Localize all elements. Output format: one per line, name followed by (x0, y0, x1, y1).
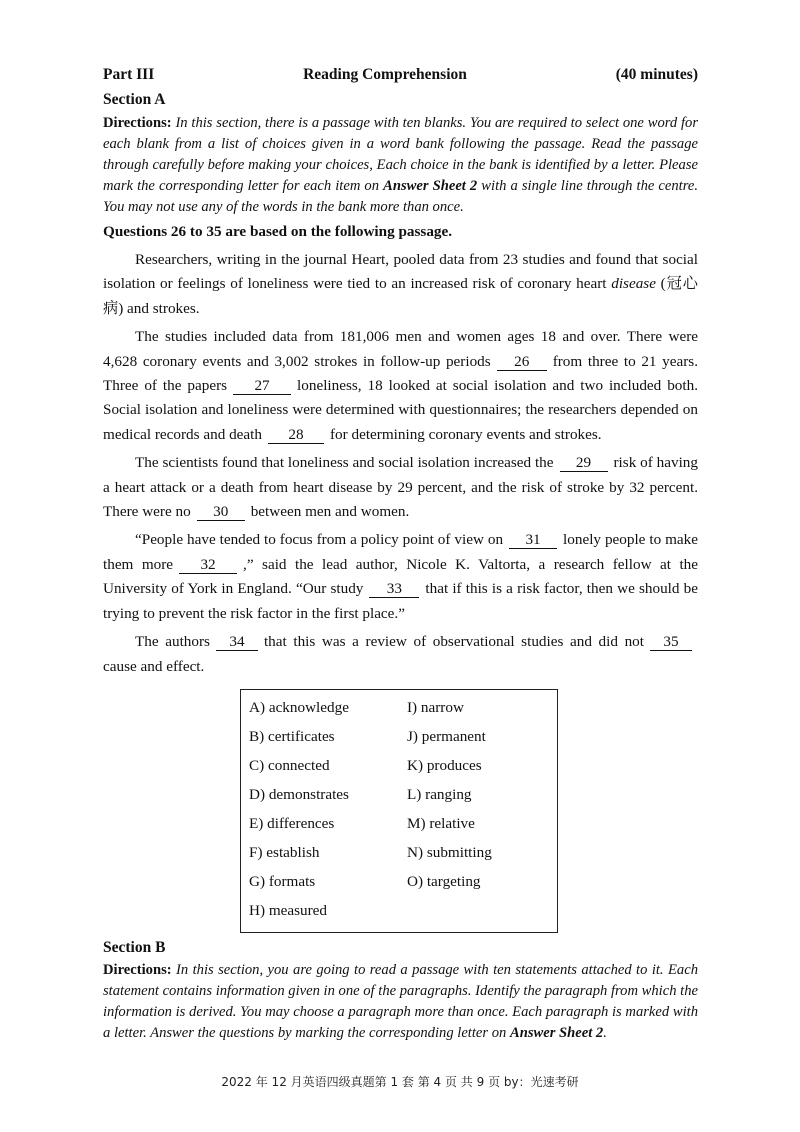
page-footer: 2022 年 12 月英语四级真题第 1 套 第 4 页 共 9 页 by：光速考研 (221, 1075, 579, 1089)
word-option: N) submitting (407, 844, 492, 862)
p1-disease: disease (611, 275, 656, 293)
word-option: F) establish (249, 844, 320, 862)
p3-text-c: between men and women. (250, 503, 410, 521)
section-a-title: Section A (103, 91, 166, 108)
blank-34: 34 (216, 633, 258, 651)
word-bank-row (249, 810, 557, 839)
word-option: L) ranging (407, 786, 472, 804)
p5-text-a: The authors (135, 633, 210, 651)
p2-text-b: from three to 21 years. Three of the papers (103, 352, 698, 395)
questions-heading: Questions 26 to 35 are based on the following passage. (103, 223, 453, 240)
blank-33: 33 (369, 580, 419, 598)
word-option: G) formats (249, 873, 316, 891)
p5-text-c: cause and effect. (103, 657, 205, 675)
word-option: M) relative (407, 815, 475, 833)
blank-35: 35 (650, 633, 692, 651)
answer-sheet-ref: Answer Sheet 2 (383, 178, 478, 194)
answer-sheet-ref: Answer Sheet 2 (509, 1024, 604, 1041)
p4-text-b: lonely people to make them more (103, 531, 698, 573)
word-option: A) acknowledge (249, 699, 349, 717)
word-bank-row (249, 839, 557, 868)
word-bank-row (249, 897, 557, 926)
directions-text-1: In this section, there is a passage with ten blanks. You are required to select one word for each blank from a list of choices given in a word bank following the passage. Read the passage through carefully before making your choices, Each choice in the bank is identified by a letter. Please mark the corresponding letter for each item on (103, 115, 698, 194)
word-bank-row (249, 781, 557, 810)
passage-paragraph-3 (103, 451, 698, 524)
blank-29: 29 (560, 454, 608, 472)
directions-label: Directions: (103, 961, 172, 978)
word-bank-row (249, 723, 557, 752)
p1-text: Researchers, writing in the journal Heart, pooled data from 23 studies and found that social isolation or feelings of loneliness were tied to an increased risk of coronary heart (103, 251, 698, 293)
word-option: C) connected (249, 757, 330, 775)
blank-27: 27 (233, 377, 291, 395)
section-b-directions (103, 960, 698, 1044)
p3-text-b: risk of having a heart attack or a death from heart disease by 29 percent, and the risk of stroke by 32 percent. There were no (103, 454, 698, 521)
part-label: Part III (103, 66, 155, 83)
part-header (103, 62, 698, 88)
directions-text: In this section, you are going to read a passage with ten statements attached to it. Each statement contains information given in one of the paragraphs. Identify the paragraph from which the information is derived. You may choose a paragraph more than once. Each paragraph is marked with a letter. Answer the questions by marking the corresponding letter on (103, 961, 698, 1041)
p4-text-a: “People have tended to focus from a policy point of view on (135, 531, 504, 549)
passage-paragraph-4 (103, 528, 698, 626)
blank-31: 31 (509, 531, 557, 549)
passage-paragraph-5 (103, 630, 698, 679)
word-option: B) certificates (249, 728, 335, 746)
p3-text-a: The scientists found that loneliness and social isolation increased the (135, 454, 554, 472)
blank-32: 32 (179, 556, 237, 574)
p2-text-a: The studies included data from 181,006 men and women ages 18 and over. There were 4,628 coronary events and 3,002 strokes in follow-up periods (103, 328, 698, 370)
section-b-title: Section B (103, 938, 166, 956)
time-limit: (40 minutes) (615, 66, 698, 83)
blank-30: 30 (197, 503, 245, 521)
directions-label: Directions (103, 115, 167, 131)
word-bank-row (249, 694, 557, 723)
word-option: H) measured (249, 902, 328, 920)
word-option: I) narrow (407, 699, 464, 717)
part-title: Reading Comprehension (303, 66, 467, 83)
word-option: E) differences (249, 815, 335, 833)
blank-26: 26 (497, 353, 547, 371)
p2-text-c: loneliness, 18 looked at social isolation and two included both. Social isolation and loneliness were determined with questionnaires; the researchers depended on medical records and death (103, 377, 698, 443)
p4-text-d: that if this is a risk factor, then we should be trying to prevent the risk factor in the first place.” (103, 580, 698, 622)
word-option: J) permanent (407, 728, 486, 746)
word-bank (240, 689, 558, 933)
exam-page (103, 62, 698, 1044)
word-option: O) targeting (407, 873, 481, 891)
word-bank-row (249, 752, 557, 781)
word-bank-row (249, 868, 557, 897)
word-option: K) produces (407, 757, 482, 775)
p4-text-c: ,” said the lead author, Nicole K. Valtorta, a research fellow at the University of York in England. “Our study (103, 555, 698, 598)
passage-paragraph-2 (103, 325, 698, 447)
p1-text-end: (冠心病) and strokes. (103, 275, 698, 317)
passage-paragraph-1 (103, 248, 698, 321)
word-option: D) demonstrates (249, 786, 349, 804)
directions-colon: : (166, 115, 172, 131)
p5-text-b: that this was a review of observational studies and did not (263, 633, 644, 651)
section-a-directions (103, 113, 698, 218)
directions-end: . (603, 1024, 607, 1041)
p2-text-d: for determining coronary events and strokes. (329, 425, 602, 443)
directions-text-2: with a single line through the centre. You may not use any of the words in the bank more than once. (103, 178, 698, 215)
blank-28: 28 (268, 426, 324, 444)
